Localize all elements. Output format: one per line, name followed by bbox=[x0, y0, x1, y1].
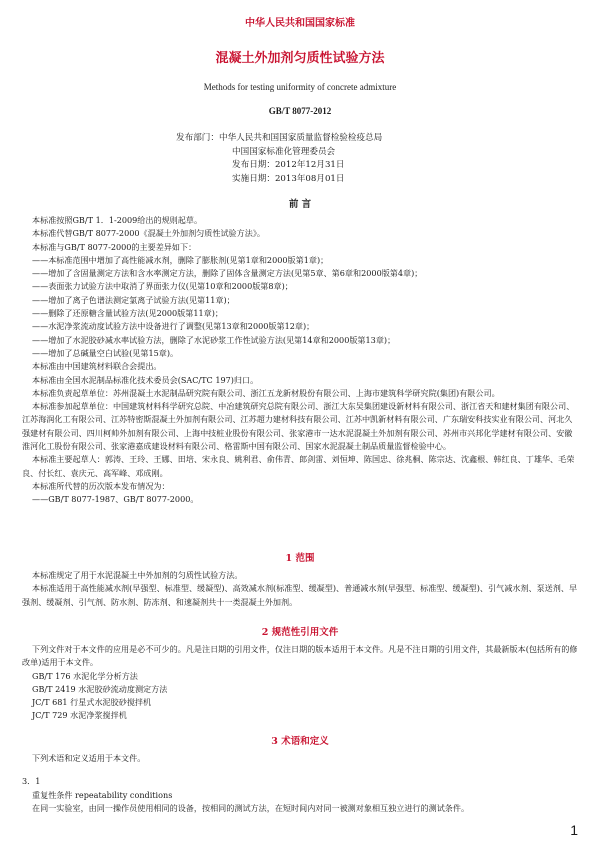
normative-heading: 2 规范性引用文件 bbox=[261, 627, 339, 638]
foreword-line: ——删除了还原糖含量试验方法(见2000版第11章)； bbox=[32, 308, 223, 319]
publication-info bbox=[176, 132, 382, 186]
normative-intro: 下列文件对于本文件的应用是必不可少的。凡是注日期的引用文件，仅注日期的版本适用于本文件。凡是不注日期的引用文件，其最新版本(包括所有的修改单)适用于本文件。 bbox=[22, 644, 578, 668]
national-standard-label: 中华人民共和国国家标准 bbox=[245, 18, 355, 29]
terms-intro: 下列术语和定义适用于本文件。 bbox=[32, 753, 146, 763]
term-name: 重复性条件 repeatability conditions bbox=[32, 789, 173, 800]
clause-number: 3．1 bbox=[22, 776, 41, 787]
scope-body bbox=[22, 569, 580, 609]
page-number: 1 bbox=[570, 822, 578, 838]
document-header bbox=[0, 14, 600, 116]
issuer-line-1: 发布部门：中华人民共和国国家质量监督检验检疫总局 bbox=[176, 133, 383, 143]
publish-date: 发布日期：2012年12月31日 bbox=[232, 160, 345, 170]
history-versions: ——GB/T 8077-1987、GB/T 8077-2000。 bbox=[32, 494, 199, 505]
foreword-line: 本标准按照GB/T 1．1-2009给出的规则起草。 bbox=[32, 215, 203, 225]
foreword-line: ——增加了离子色谱法测定氯离子试验方法(见第11章)； bbox=[32, 294, 235, 305]
term-definition: 在同一实验室，由同一操作员使用相同的设备，按相同的测试方法，在短时间内对同一被测对象相互独立进行的测试条件。 bbox=[32, 802, 470, 813]
main-drafters: 本标准主要起草人：郭涛、王玲、王娜、田培、宋永良、姚利君、俞伟青、郎剑雷、刘恒坤、陈国忠、徐兆桐、陈宗达、沈鑫根、韩红良、丁雄华、毛荣良、付长红、袁庆元、高军峰、邓成刚。 bbox=[22, 454, 575, 478]
history-intro: 本标准所代替的历次版本发布情况为： bbox=[32, 480, 170, 491]
foreword-line: ——增加了含固量测定方法和含水率测定方法，删除了固体含量测定方法(见第5章、第6章和2000版第4章)； bbox=[32, 268, 423, 279]
foreword-heading: 前 言 bbox=[288, 199, 312, 210]
scope-para-1: 本标准规定了用于水泥混凝土中外加剂的匀质性试验方法。 bbox=[32, 570, 243, 580]
participating-units: 本标准参加起草单位：中国建筑材料科学研究总院、中冶建筑研究总院有限公司、浙江大东吴集团建设新材料有限公司、浙江省天和建材集团有限公司、江苏海润化工有限公司、江苏特密斯混凝土外加剂有限公司、江苏超力建材科技有限公司、江苏中凯新材料有限公司、广东瑞安科技实业有限公司、河北久强建材有限公司、四川柯帅外加剂有限公司、上海中技桩业股份有限公司、张家港市一达水泥混凝土外加剂有限公司、苏州市兴邦化学建材有限公司、安徽淮河化工股份有限公司、张家港嘉成建设材料有限公司、格雷斯中国有限公司、国家水泥混凝土制品质量监督检验中心。 bbox=[22, 401, 575, 452]
foreword-line: 本标准由全国水泥制品标准化技术委员会(SAC/TC 197)归口。 bbox=[32, 374, 259, 385]
scope-heading: 1 范围 bbox=[285, 553, 315, 564]
foreword-line: 本标准与GB/T 8077-2000的主要差异如下： bbox=[32, 241, 197, 252]
normative-ref: JC/T 729 水泥净浆搅拌机 bbox=[32, 710, 127, 721]
foreword-line: ——本标准范围中增加了高性能减水剂，删除了膨胀剂(见第1章和2000版第1章)； bbox=[32, 254, 329, 265]
foreword-body bbox=[22, 214, 580, 507]
terms-heading: 3 术语和定义 bbox=[271, 736, 329, 747]
scope-para-2: 本标准适用于高性能减水剂(早强型、标准型、缓凝型)、高效减水剂(标准型、缓凝型)、普通减水剂(早强型、标准型、缓凝型)、引气减水剂、泵送剂、早强剂、缓凝剂、引气剂、防水剂、防冻剂、和速凝剂共十一类混凝土外加剂。 bbox=[22, 583, 578, 607]
normative-ref: GB/T 2419 水泥胶砂流动度测定方法 bbox=[32, 683, 168, 694]
normative-body bbox=[22, 643, 580, 723]
foreword-line: ——增加了水泥胶砂减水率试验方法，删除了水泥砂浆工作性试验方法(见第14章和2000版第13章)； bbox=[32, 334, 396, 345]
document-title: 混凝土外加剂匀质性试验方法 bbox=[215, 51, 385, 66]
drafting-units: 本标准负责起草单位：苏州混凝土水泥制品研究院有限公司、浙江五龙新材股份有限公司、上海市建筑科学研究院(集团)有限公司。 bbox=[32, 387, 500, 398]
terms-body bbox=[22, 752, 580, 815]
normative-ref: JC/T 681 行星式水泥胶砂搅拌机 bbox=[32, 697, 152, 708]
foreword-line: ——表面张力试验方法中取消了界面张力仪(见第10章和2000版第8章)； bbox=[32, 281, 293, 292]
foreword-line: 本标准代替GB/T 8077-2000《混凝土外加剂匀质性试验方法》。 bbox=[32, 228, 265, 239]
document-title-en: Methods for testing uniformity of concrete admixture bbox=[203, 82, 397, 92]
foreword-line: ——水泥净浆流动度试验方法中设备进行了调整(见第13章和2000版第12章)； bbox=[32, 321, 315, 332]
normative-ref: GB/T 176 水泥化学分析方法 bbox=[32, 670, 138, 681]
effective-date: 实施日期：2013年08月01日 bbox=[232, 173, 345, 184]
issuer-line-2: 中国国家标准化管理委员会 bbox=[232, 146, 336, 157]
foreword-line: 本标准由中国建筑材料联合会提出。 bbox=[32, 361, 162, 372]
foreword-line: ——增加了总碱量空白试验(见第15章)。 bbox=[32, 347, 179, 358]
standard-code: GB/T 8077-2012 bbox=[268, 106, 332, 116]
